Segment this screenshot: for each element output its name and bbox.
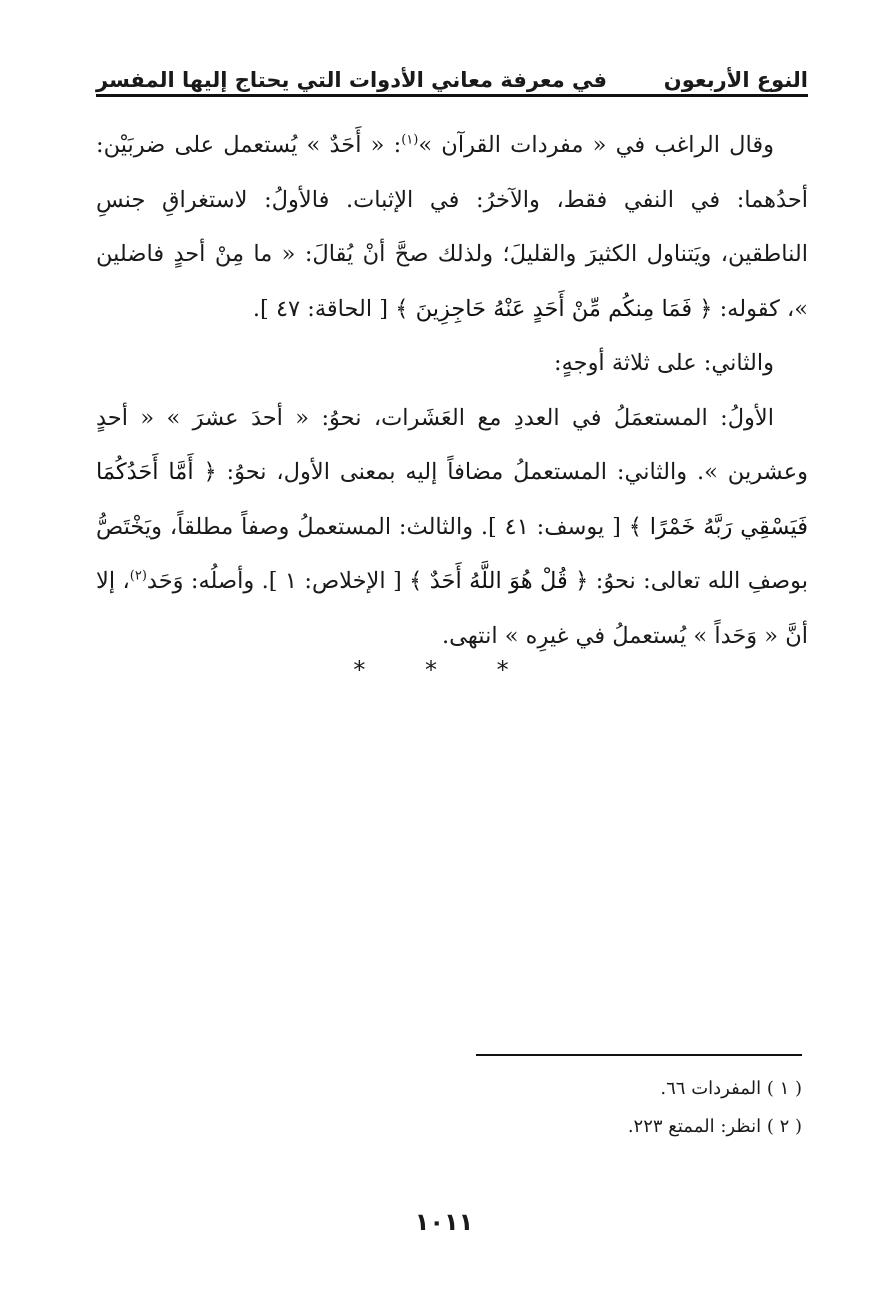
text-run: والثاني: على ثلاثة أوجهٍ: bbox=[554, 350, 774, 376]
footnote-ref-1: (١) bbox=[401, 132, 419, 148]
footnote-rule bbox=[476, 1054, 802, 1056]
footnote-text: انظر: الممتع ٢٢٣. bbox=[627, 1116, 762, 1137]
quran-verse: ﴿ أَمَّا أَحَدُكُمَا فَيَسْقِي رَبَّهُ خَمْرًا ﴾ bbox=[96, 459, 808, 540]
footnote-2 bbox=[96, 1108, 802, 1146]
footnote-number: ( ١ ) bbox=[766, 1078, 802, 1099]
paragraph-2 bbox=[96, 336, 808, 391]
header-rule bbox=[96, 94, 808, 97]
text-run: [ الحاقة: ٤٧ ]. bbox=[252, 295, 396, 322]
header-chapter-title: النوع الأربعون bbox=[663, 68, 808, 92]
text-run: الأولُ: المستعمَلُ في العددِ مع العَشَرات، نحوُ: « أحدَ عشرَ » « أحدٍ وعشرين ». والثاني: المستعملُ مضافاً إليه بمعنى الأول، نحوُ: bbox=[96, 404, 808, 485]
footnote-1 bbox=[96, 1070, 802, 1108]
text-run: وقال الراغب في « مفردات القرآن » bbox=[418, 132, 774, 158]
footnote-text: المفردات ٦٦. bbox=[660, 1078, 762, 1099]
text-run: [ الإخلاص: ١ ]. وأصلُه: وَحَد bbox=[146, 568, 410, 594]
text-run: [ يوسف: ٤١ ]. والثالث: المستعملُ وصفاً مطلقاً، ويَخْتَصُّ بوصفِ الله تعالى: نحوُ: bbox=[96, 513, 808, 594]
paragraph-1 bbox=[96, 118, 808, 336]
page-number: ١٠١١ bbox=[414, 1208, 474, 1236]
main-text bbox=[96, 118, 808, 663]
footnote-number: ( ٢ ) bbox=[766, 1116, 802, 1137]
text-run: ، إلا أنَّ « وَحَداً » يُستعملُ في غيرِه » انتهى. bbox=[96, 568, 808, 649]
paragraph-3 bbox=[96, 391, 808, 664]
quran-verse: ﴿ فَمَا مِنكُم مِّنْ أَحَدٍ عَنْهُ حَاجِزِينَ ﴾ bbox=[395, 295, 713, 322]
footnotes bbox=[96, 1070, 802, 1146]
running-header bbox=[96, 52, 808, 92]
quran-verse: ﴿ قُلْ هُوَ اللَّهُ أَحَدٌ ﴾ bbox=[409, 568, 589, 594]
text-run: : « أَحَدٌ » يُستعمل على ضربَيْن: أحدُهما: في النفي فقط، والآخرُ: في الإثبات. فالأولُ: لاستغراقِ جنسِ الناطقين، ويَتناول الكثيرَ والقليلَ؛ ولذلك صحَّ أنْ يُقالَ: « ما مِنْ أحدٍ فاضلين »، كقوله: bbox=[96, 132, 808, 322]
footnote-ref-2: (٢) bbox=[129, 568, 147, 584]
section-separator: * * * bbox=[353, 656, 535, 684]
header-section-title: في معرفة معاني الأدوات التي يحتاج إليها المفسر bbox=[96, 68, 608, 92]
